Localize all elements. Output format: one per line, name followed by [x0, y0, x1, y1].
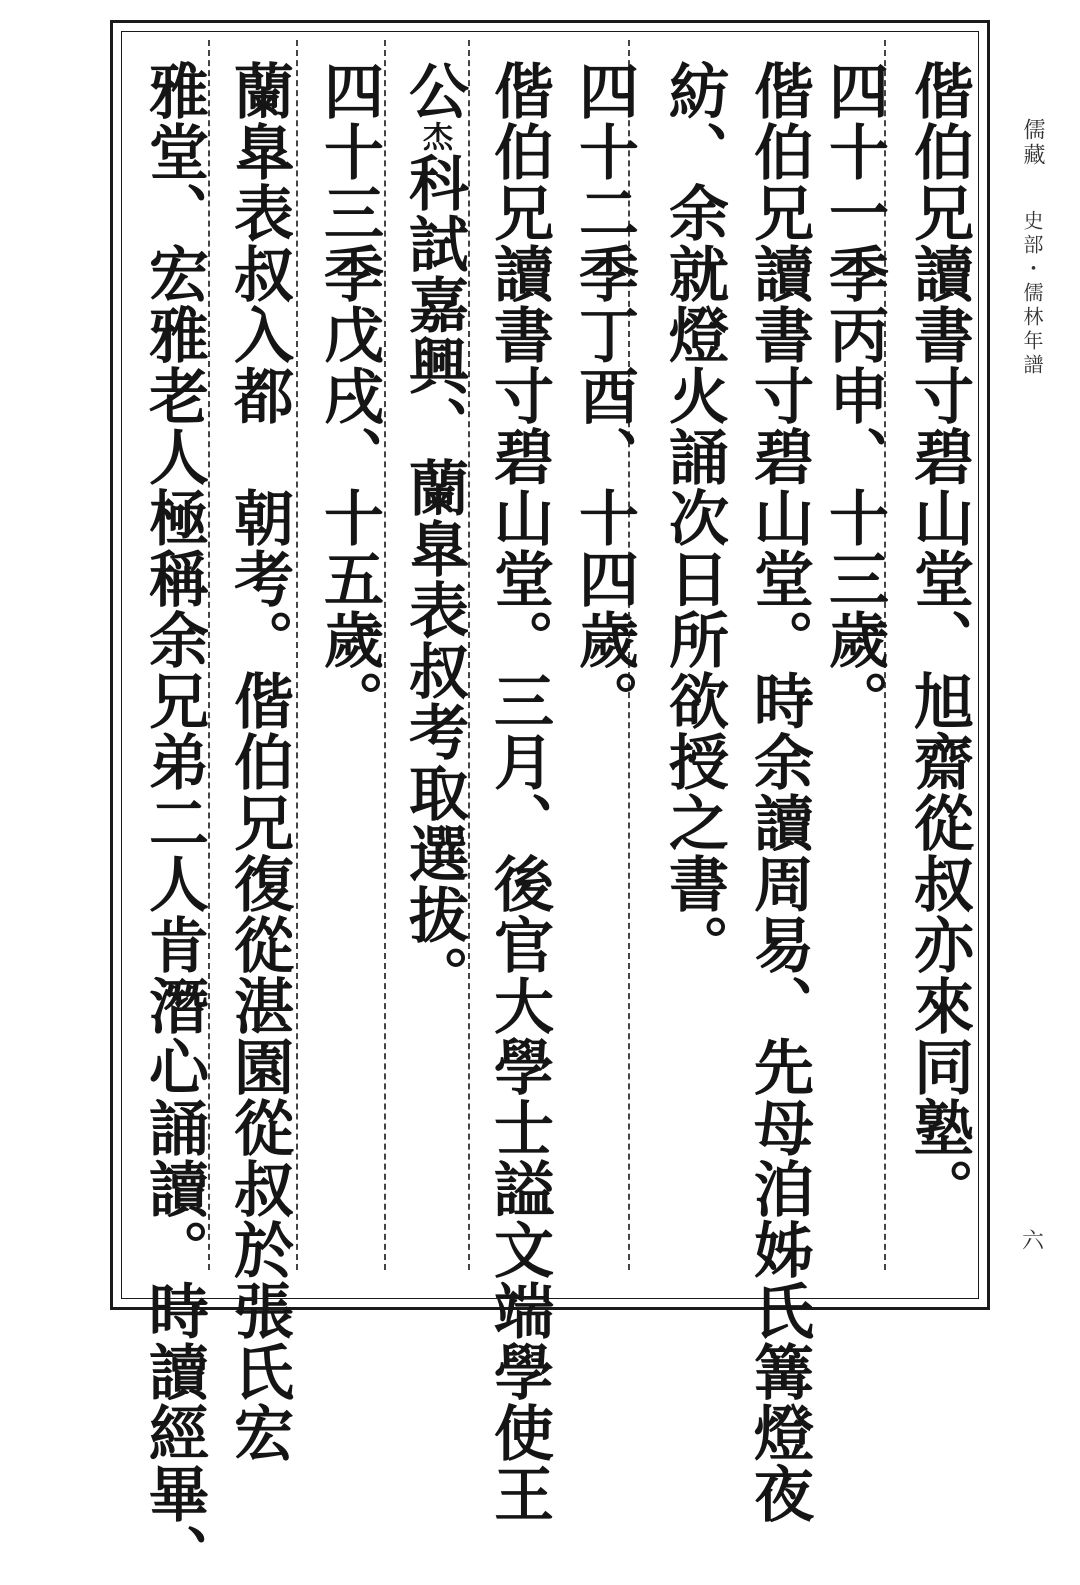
text-column-3: 偕伯兄讀書寸碧山堂。時余讀周易、先母洎姊氏篝燈夜	[744, 60, 814, 1524]
text-column-6: 偕伯兄讀書寸碧山堂。三月、後官大學士謚文端學使王	[484, 60, 554, 1524]
text-column-4: 紡、余就燈火誦次日所欲授之書。	[659, 60, 729, 975]
page-number: 六	[1022, 1229, 1045, 1254]
text-column-7	[395, 60, 473, 1006]
text-column-2: 四十一季丙申、十三歲。	[819, 60, 889, 731]
column-7-small: 杰	[417, 121, 452, 152]
collection-title: 儒藏	[1020, 118, 1045, 168]
column-7-rest: 科試嘉興、蘭臯表叔考取選拔。	[399, 152, 469, 1006]
section-title: 史部・儒林年譜	[1020, 210, 1044, 378]
text-column-1: 偕伯兄讀書寸碧山堂、旭齋從叔亦來同塾。	[904, 60, 974, 1219]
text-column-10: 雅堂、宏雅老人極稱余兄弟二人肯潛心誦讀。時讀經畢、	[139, 60, 209, 1585]
text-column-5: 四十二季丁酉、十四歲。	[569, 60, 639, 731]
text-column-9: 蘭臯表叔入都 朝考。偕伯兄復從湛園從叔於張氏宏	[224, 60, 294, 1463]
text-column-8: 四十三季戊戌、十五歲。	[314, 60, 384, 731]
column-7-main: 公	[399, 60, 469, 121]
